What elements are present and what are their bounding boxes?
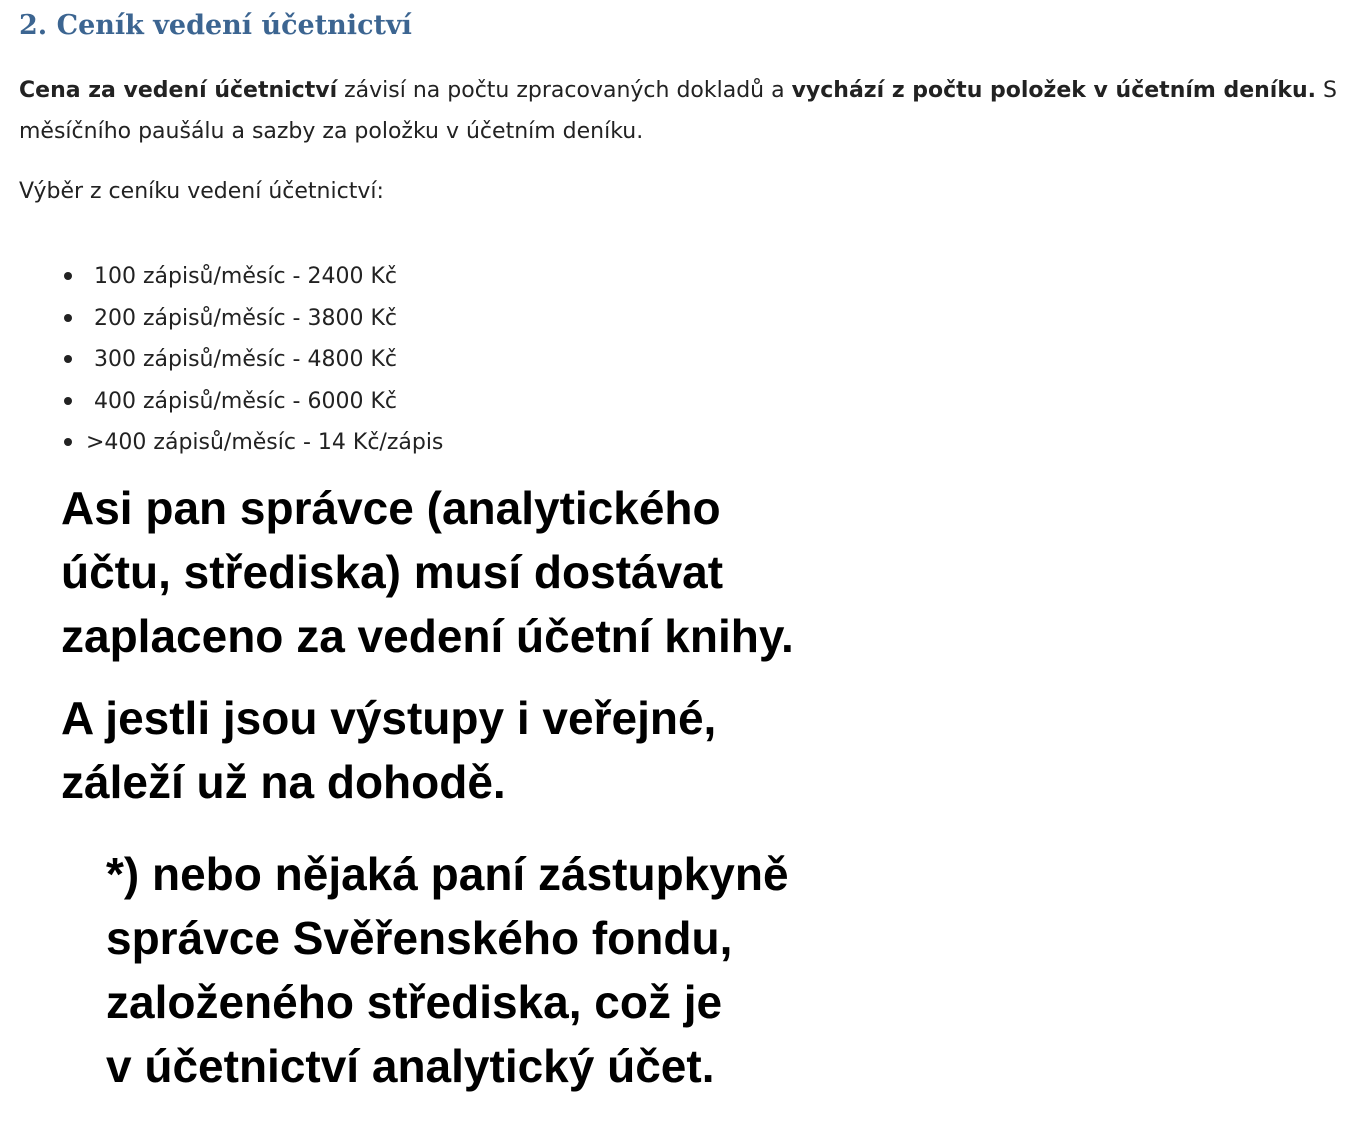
bullet-icon (64, 314, 72, 322)
intro-line-2: měsíčního paušálu a sazby za položku v účetním deníku. (19, 119, 644, 144)
price-item-text: >400 zápisů/měsíc - 14 Kč/zápis (86, 430, 444, 455)
bullet-icon (64, 272, 72, 280)
annotation-footnote (106, 842, 789, 1098)
price-list-lead: Výběr z ceníku vedení účetnictví: (19, 179, 384, 204)
bullet-icon (64, 438, 72, 446)
note-line: v účetnictví analytický účet. (106, 1040, 715, 1092)
price-item (60, 383, 443, 425)
note-line: založeného střediska, což je (106, 976, 723, 1028)
price-item (60, 341, 443, 383)
note-line: zaplaceno za vedení účetní knihy. (61, 610, 794, 662)
intro-cut-text: S (1316, 78, 1337, 103)
section-heading: 2. Ceník vedení účetnictví (19, 10, 412, 41)
price-item-text: 100 zápisů/měsíc - 2400 Kč (94, 264, 397, 289)
note-line: *) nebo nějaká paní zástupkyně (106, 848, 789, 900)
intro-text: závisí na počtu zpracovaných dokladů a (337, 78, 792, 103)
note-line: správce Svěřenského fondu, (106, 912, 733, 964)
annotation-note-2 (61, 686, 716, 814)
bullet-icon (64, 397, 72, 405)
price-item-text: 200 zápisů/měsíc - 3800 Kč (94, 305, 397, 331)
intro-bold-price: Cena za vedení účetnictví (19, 78, 338, 103)
note-line: A jestli jsou výstupy i veřejné, (61, 692, 717, 744)
intro-bold-entries: vychází z počtu položek v účetním deníku. (791, 78, 1317, 103)
note-line: účtu, střediska) musí dostávat (61, 546, 724, 598)
annotation-note-1 (61, 476, 794, 668)
price-item (60, 258, 443, 300)
price-item (60, 300, 443, 342)
intro-paragraph (19, 70, 1359, 152)
note-line: Asi pan správce (analytického (61, 482, 721, 534)
bullet-icon (64, 355, 72, 363)
price-item (60, 424, 443, 466)
price-item-text: 400 zápisů/měsíc - 6000 Kč (94, 388, 397, 414)
note-line: záleží už na dohodě. (61, 756, 506, 808)
price-item-text: 300 zápisů/měsíc - 4800 Kč (94, 347, 397, 372)
price-list (60, 258, 443, 466)
